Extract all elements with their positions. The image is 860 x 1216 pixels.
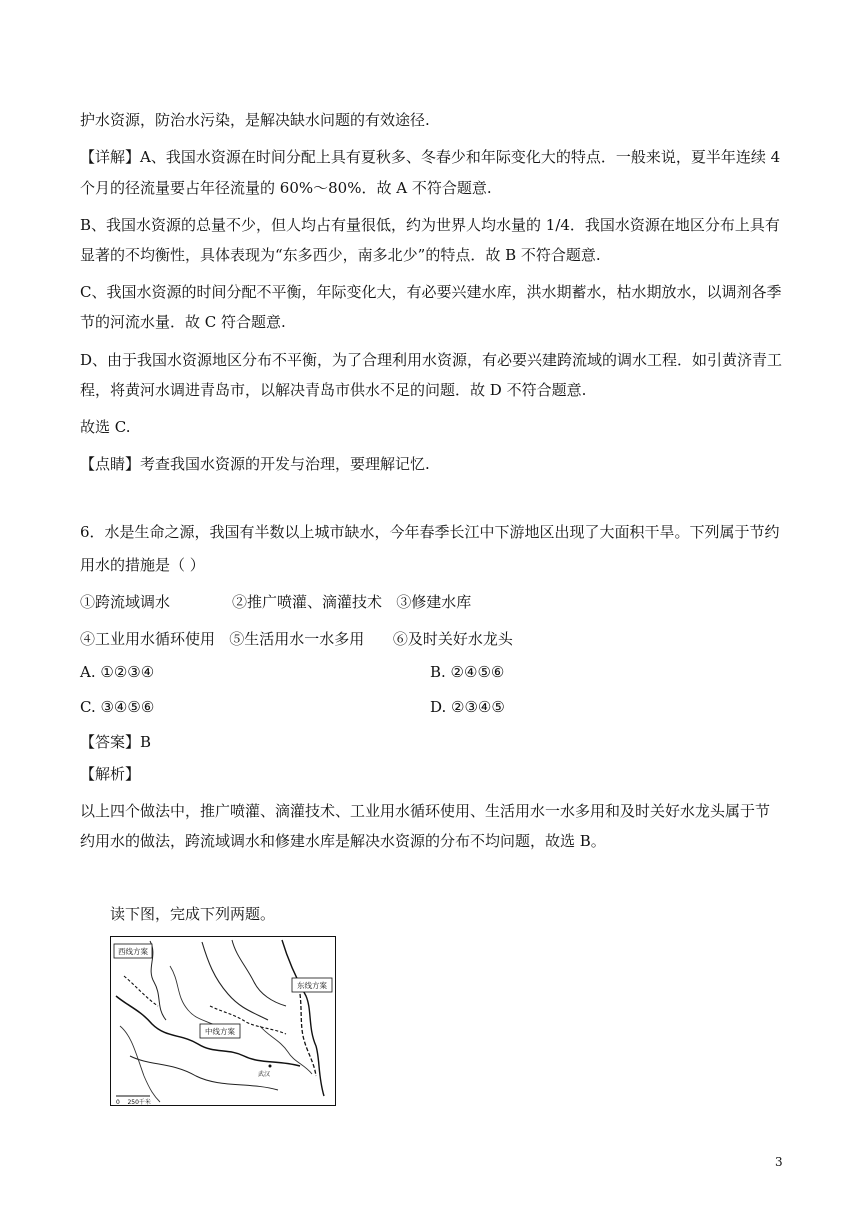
detail-line: 个月的径流量要占年径流量的 60%～80%．故 A 不符合题意. [80, 179, 492, 197]
option-a: A. ①②③④ [80, 663, 155, 681]
detail-line: C、我国水资源的时间分配不平衡，年际变化大，有必要兴建水库，洪水期蓄水，枯水期放水，以调剂各季 [80, 283, 782, 301]
analysis-line: 约用水的做法，跨流域调水和修建水库是解决水资源的分布不均问题，故选 B。 [80, 832, 606, 850]
question-stem: 用水的措施是（ ） [80, 556, 205, 574]
question-items: ①跨流域调水 ②推广喷灌、滴灌技术 ③修建水库 [80, 593, 472, 611]
paragraph-line: 护水资源，防治水污染，是解决缺水问题的有效途径. [80, 111, 430, 129]
conclusion-line: 故选 C. [80, 418, 131, 436]
option-c: C. ③④⑤⑥ [80, 698, 155, 716]
east-route-label: 东线方案 [297, 981, 327, 990]
detail-line: B、我国水资源的总量不少，但人均占有量很低，约为世界人均水量的 1/4．我国水资源在地区分布上具有 [80, 216, 780, 234]
answer-line: 【答案】B [80, 733, 152, 751]
detail-line: 显著的不均衡性，具体表现为“东多西少，南多北少”的特点．故 B 不符合题意. [80, 246, 601, 264]
page-number: 3 [775, 1155, 783, 1169]
question-items: ④工业用水循环使用 ⑤生活用水一水多用 ⑥及时关好水龙头 [80, 630, 513, 648]
detail-line: D、由于我国水资源地区分布不平衡，为了合理利用水资源，有必要兴建跨流域的调水工程．如引黄济青工 [80, 351, 783, 369]
detail-line: 程，将黄河水调进青岛市，以解决青岛市供水不足的问题．故 D 不符合题意. [80, 381, 587, 399]
option-d: D. ②③④⑤ [430, 698, 505, 716]
detail-line: 节的河流水量．故 C 符合题意. [80, 313, 286, 331]
analysis-heading: 【解析】 [80, 765, 141, 783]
city-label: 武汉 [258, 1071, 271, 1078]
detail-line: 【详解】A、我国水资源在时间分配上具有夏秋多、冬春少和年际变化大的特点．一般来说，夏半年连续 4 [80, 148, 781, 166]
question-stem: 6．水是生命之源，我国有半数以上城市缺水，今年春季长江中下游地区出现了大面积干旱。下列属于节约 [80, 523, 780, 541]
reading-intro: 读下图，完成下列两题。 [110, 905, 276, 923]
middle-route-label: 中线方案 [205, 1027, 235, 1036]
west-route-label: 西线方案 [118, 947, 148, 956]
analysis-line: 以上四个做法中，推广喷灌、滴灌技术、工业用水循环使用、生活用水一水多用和及时关好水龙头属于节 [80, 802, 771, 820]
water-diversion-map [110, 936, 336, 1106]
option-b: B. ②④⑤⑥ [430, 663, 505, 681]
map-scale: 0 250千米 [116, 1099, 151, 1106]
tip-line: 【点睛】考查我国水资源的开发与治理，要理解记忆. [80, 455, 430, 473]
